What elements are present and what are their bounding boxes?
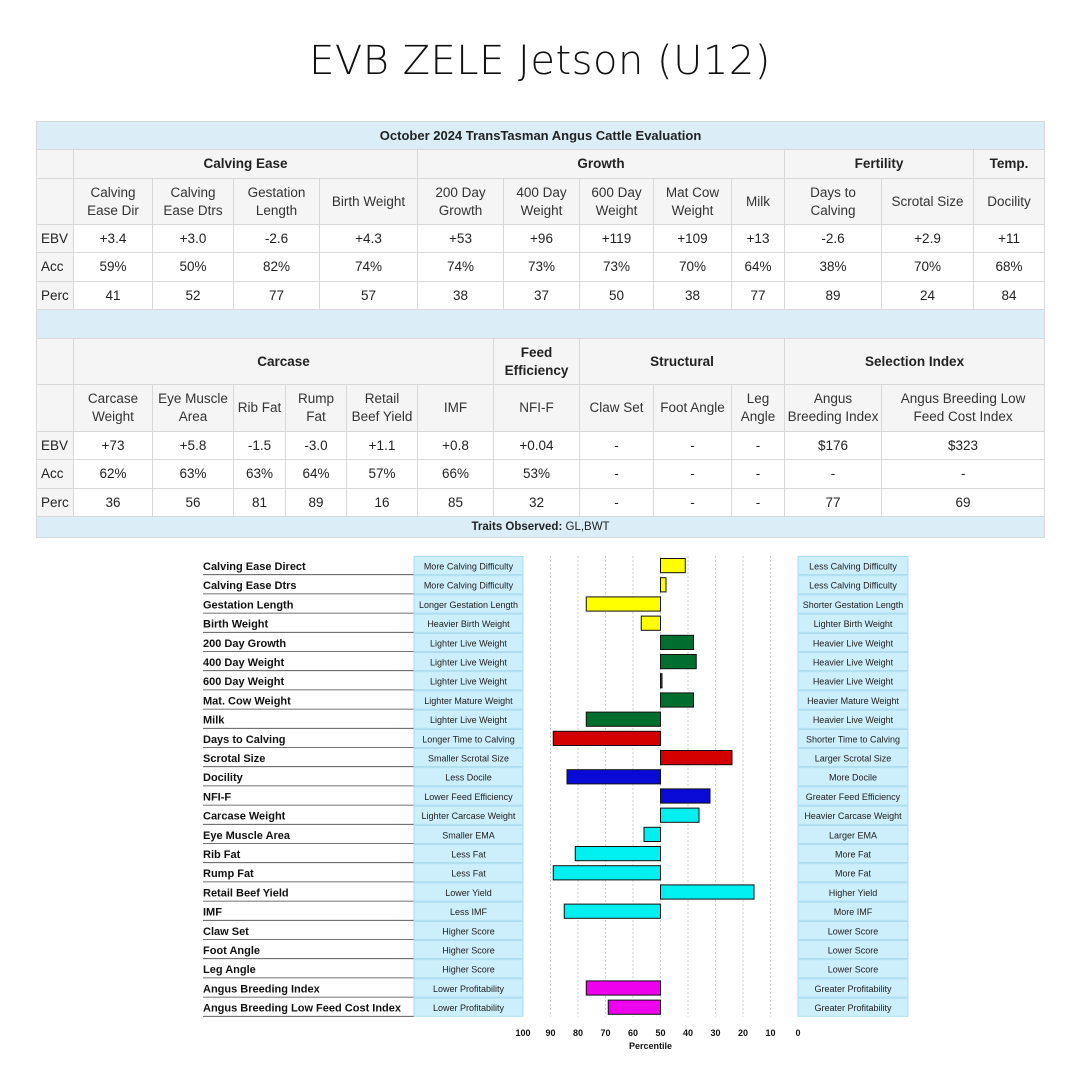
trait-label: Claw Set (203, 925, 249, 938)
perc-value-angus-breeding-index: 77 (785, 489, 882, 517)
acc-value-imf: 66% (418, 460, 494, 489)
bar-calving-ease-direct (661, 559, 686, 573)
acc-value-eye-muscle-area: 63% (153, 460, 234, 489)
right-descriptor: More IMF (833, 907, 873, 918)
column-header-400-day-weight: 400 Day Weight (504, 179, 580, 225)
x-tick-label: 50 (655, 1027, 666, 1038)
perc-value-600-day-weight: 50 (580, 282, 654, 310)
row-label-perc: Perc (37, 282, 74, 310)
ebv-value-gestation-length: -2.6 (234, 225, 320, 253)
trait-label: NFI-F (203, 791, 232, 804)
trait-label: Days to Calving (203, 733, 286, 746)
right-descriptor: Higher Yield (828, 887, 878, 898)
left-descriptor: Longer Gestation Length (418, 599, 519, 610)
right-descriptor: Larger Scrotal Size (814, 753, 892, 764)
perc-value-milk: 77 (732, 282, 785, 310)
bar-gestation-length (586, 597, 660, 611)
acc-value-rib-fat: 63% (234, 460, 286, 489)
trait-label: Rump Fat (203, 868, 254, 881)
column-header-scrotal-size: Scrotal Size (882, 179, 974, 225)
ebv-value-foot-angle: - (654, 432, 732, 460)
right-descriptor: Heavier Mature Weight (807, 695, 899, 706)
left-descriptor: More Calving Difficulty (423, 561, 514, 572)
row-label-acc: Acc (37, 253, 74, 282)
ebv-value-birth-weight: +4.3 (320, 225, 418, 253)
column-header-leg-angle: Leg Angle (732, 385, 785, 432)
acc-value-retail-beef-yield: 57% (347, 460, 418, 489)
left-descriptor: Smaller EMA (442, 830, 495, 841)
perc-value-birth-weight: 57 (320, 282, 418, 310)
acc-value-milk: 64% (732, 253, 785, 282)
bar-days-to-calving (553, 731, 660, 745)
right-descriptor: Lower Score (827, 964, 879, 975)
bar-docility (567, 770, 661, 784)
acc-value-rump-fat: 64% (286, 460, 347, 489)
ebv-value-claw-set: - (580, 432, 654, 460)
perc-value-retail-beef-yield: 16 (347, 489, 418, 517)
column-header-imf: IMF (418, 385, 494, 432)
right-descriptor: Greater Profitability (814, 983, 892, 994)
ebv-value-rib-fat: -1.5 (234, 432, 286, 460)
perc-value-mat-cow-weight: 38 (654, 282, 732, 310)
row-label-ebv: EBV (37, 432, 74, 460)
column-header-docility: Docility (974, 179, 1045, 225)
ebv-value-carcase-weight: +73 (74, 432, 153, 460)
bar-nfi-f (661, 789, 711, 803)
right-descriptor: Heavier Live Weight (812, 638, 894, 649)
trait-label: IMF (203, 906, 222, 919)
column-header-carcase-weight: Carcase Weight (74, 385, 153, 432)
bar-600-day-weight (661, 674, 663, 688)
traits-observed (37, 517, 1045, 538)
left-descriptor: Less IMF (449, 907, 488, 918)
trait-label: Mat. Cow Weight (203, 695, 291, 708)
perc-value-angus-breeding-low-feed-cost-index: 69 (882, 489, 1045, 517)
right-descriptor: More Fat (834, 868, 872, 879)
bar-mat-cow-weight (661, 693, 694, 707)
left-descriptor: Higher Score (442, 945, 495, 956)
bar-milk (586, 712, 660, 726)
acc-value-claw-set: - (580, 460, 654, 489)
acc-value-calving-ease-dtrs: 50% (153, 253, 234, 282)
x-tick-label: 40 (682, 1027, 694, 1038)
perc-value-leg-angle: - (732, 489, 785, 517)
column-header-nfi-f: NFI-F (494, 385, 580, 432)
bar-200-day-growth (661, 635, 694, 649)
right-descriptor: Heavier Live Weight (812, 657, 894, 668)
acc-value-docility: 68% (974, 253, 1045, 282)
column-header-milk: Milk (732, 179, 785, 225)
ebv-value-angus-breeding-index: $176 (785, 432, 882, 460)
trait-label: Calving Ease Direct (203, 561, 306, 573)
left-descriptor: Lower Yield (445, 887, 492, 898)
right-descriptor: Less Calving Difficulty (809, 561, 897, 572)
column-header-calving-ease-dir: Calving Ease Dir (74, 179, 153, 225)
trait-label: Birth Weight (203, 618, 269, 631)
acc-value-200-day-growth: 74% (418, 253, 504, 282)
left-descriptor: Heavier Birth Weight (427, 619, 510, 630)
group-header-growth: Growth (418, 150, 785, 179)
trait-label: Foot Angle (203, 945, 261, 957)
column-header-retail-beef-yield: Retail Beef Yield (347, 385, 418, 432)
ebv-value-leg-angle: - (732, 432, 785, 460)
perc-value-days-to-calving: 89 (785, 282, 882, 310)
acc-value-angus-breeding-low-feed-cost-index: - (882, 460, 1045, 489)
column-header-gestation-length: Gestation Length (234, 179, 320, 225)
trait-label: 600 Day Weight (203, 676, 285, 689)
ebv-table-2 (36, 309, 1045, 538)
bar-birth-weight (641, 616, 660, 630)
x-tick-label: 20 (737, 1027, 749, 1038)
ebv-table-1 (36, 121, 1045, 310)
right-descriptor: More Fat (834, 849, 872, 860)
left-descriptor: Longer Time to Calving (422, 734, 515, 745)
perc-value-nfi-f: 32 (494, 489, 580, 517)
trait-label: Calving Ease Dtrs (203, 580, 297, 593)
perc-value-calving-ease-dir: 41 (74, 282, 153, 310)
bar-rump-fat (553, 866, 660, 880)
ebv-value-angus-breeding-low-feed-cost-index: $323 (882, 432, 1045, 460)
right-descriptor: Shorter Time to Calving (805, 734, 901, 745)
left-descriptor: Lighter Carcase Weight (421, 811, 516, 822)
acc-value-leg-angle: - (732, 460, 785, 489)
left-descriptor: Lighter Live Weight (430, 657, 507, 668)
bar-angus-breeding-index (586, 981, 660, 995)
trait-label: Leg Angle (203, 964, 256, 977)
ebv-value-days-to-calving: -2.6 (785, 225, 882, 253)
acc-value-600-day-weight: 73% (580, 253, 654, 282)
trait-label: Carcase Weight (203, 810, 286, 823)
bar-eye-muscle-area (644, 827, 661, 841)
row-label-acc: Acc (37, 460, 74, 489)
trait-label: 400 Day Weight (203, 657, 285, 669)
acc-value-angus-breeding-index: - (785, 460, 882, 489)
ebv-value-docility: +11 (974, 225, 1045, 253)
right-descriptor: More Docile (828, 772, 878, 783)
right-descriptor: Heavier Carcase Weight (804, 811, 902, 822)
ebv-value-rump-fat: -3.0 (286, 432, 347, 460)
x-axis-label: Percentile (628, 1040, 673, 1051)
right-descriptor: Less Calving Difficulty (809, 580, 897, 591)
trait-label: Scrotal Size (203, 753, 266, 765)
group-header-calving-ease: Calving Ease (74, 150, 418, 179)
perc-value-claw-set: - (580, 489, 654, 517)
left-descriptor: Smaller Scrotal Size (427, 753, 510, 764)
right-descriptor: Heavier Live Weight (812, 676, 894, 687)
x-tick-label: 0 (795, 1027, 801, 1038)
bar-scrotal-size (661, 751, 733, 765)
ebv-value-nfi-f: +0.04 (494, 432, 580, 460)
column-header-birth-weight: Birth Weight (320, 179, 418, 225)
x-tick-label: 70 (600, 1027, 611, 1038)
ebv-value-calving-ease-dir: +3.4 (74, 225, 153, 253)
column-header-rib-fat: Rib Fat (234, 385, 286, 432)
acc-value-foot-angle: - (654, 460, 732, 489)
bar-carcase-weight (661, 808, 700, 822)
group-header-selection-index: Selection Index (785, 339, 1045, 385)
left-descriptor: Lower Profitability (432, 983, 505, 994)
column-header-600-day-weight: 600 Day Weight (580, 179, 654, 225)
perc-value-imf: 85 (418, 489, 494, 517)
right-descriptor: Shorter Gestation Length (802, 599, 904, 610)
trait-label: Milk (203, 714, 225, 727)
acc-value-400-day-weight: 73% (504, 253, 580, 282)
column-header-eye-muscle-area: Eye Muscle Area (153, 385, 234, 432)
trait-label: Gestation Length (203, 599, 294, 612)
perc-value-gestation-length: 77 (234, 282, 320, 310)
x-tick-label: 90 (545, 1027, 556, 1038)
group-header-fertility: Fertility (785, 150, 974, 179)
corner-cell (37, 150, 74, 179)
right-descriptor: Greater Feed Efficiency (805, 791, 901, 802)
column-header-claw-set: Claw Set (580, 385, 654, 432)
trait-label: Angus Breeding Low Feed Cost Index (203, 1002, 402, 1015)
perc-value-eye-muscle-area: 56 (153, 489, 234, 517)
ebv-value-imf: +0.8 (418, 432, 494, 460)
column-header-calving-ease-dtrs: Calving Ease Dtrs (153, 179, 234, 225)
group-header-carcase: Carcase (74, 339, 494, 385)
bar-400-day-weight (661, 655, 697, 669)
left-descriptor: Lower Profitability (432, 1003, 505, 1014)
left-descriptor: Higher Score (442, 926, 495, 937)
acc-value-mat-cow-weight: 70% (654, 253, 732, 282)
traits-observed-label: Traits Observed: (471, 521, 563, 533)
bar-retail-beef-yield (661, 885, 755, 899)
perc-value-carcase-weight: 36 (74, 489, 153, 517)
right-descriptor: Lower Score (827, 926, 879, 937)
column-header-200-day-growth: 200 Day Growth (418, 179, 504, 225)
row-label-ebv: EBV (37, 225, 74, 253)
left-descriptor: Less Docile (445, 772, 492, 783)
acc-value-carcase-weight: 62% (74, 460, 153, 489)
acc-value-nfi-f: 53% (494, 460, 580, 489)
evaluation-title: October 2024 TransTasman Angus Cattle Evaluation (37, 122, 1045, 150)
traits-observed-value: GL,BWT (565, 521, 610, 533)
column-header-foot-angle: Foot Angle (654, 385, 732, 432)
perc-value-scrotal-size: 24 (882, 282, 974, 310)
ebv-value-retail-beef-yield: +1.1 (347, 432, 418, 460)
trait-label: Eye Muscle Area (203, 829, 291, 842)
left-descriptor: Less Fat (451, 849, 486, 860)
group-header-structural: Structural (580, 339, 785, 385)
column-header-days-to-calving: Days to Calving (785, 179, 882, 225)
acc-value-scrotal-size: 70% (882, 253, 974, 282)
left-descriptor: Lighter Live Weight (430, 638, 507, 649)
right-descriptor: Lighter Birth Weight (813, 619, 893, 630)
row-label-perc: Perc (37, 489, 74, 517)
acc-value-days-to-calving: 38% (785, 253, 882, 282)
corner-cell (37, 385, 74, 432)
ebv-value-calving-ease-dtrs: +3.0 (153, 225, 234, 253)
spacer-band (37, 310, 1045, 339)
left-descriptor: Lighter Live Weight (430, 676, 507, 687)
corner-cell (37, 179, 74, 225)
bar-angus-breeding-low-feed-cost-index (608, 1000, 660, 1014)
left-descriptor: More Calving Difficulty (423, 580, 514, 591)
acc-value-gestation-length: 82% (234, 253, 320, 282)
trait-label: Rib Fat (203, 849, 241, 861)
ebv-value-600-day-weight: +119 (580, 225, 654, 253)
ebv-value-400-day-weight: +96 (504, 225, 580, 253)
perc-value-rump-fat: 89 (286, 489, 347, 517)
trait-label: Retail Beef Yield (203, 887, 289, 900)
left-descriptor: Lower Feed Efficiency (424, 791, 513, 802)
bar-imf (564, 904, 660, 918)
bar-calving-ease-dtrs (661, 578, 667, 592)
x-tick-label: 60 (627, 1027, 639, 1038)
acc-value-calving-ease-dir: 59% (74, 253, 153, 282)
bar-rib-fat (575, 847, 660, 861)
page-title: EVB ZELE Jetson (U12) (309, 38, 771, 84)
acc-value-birth-weight: 74% (320, 253, 418, 282)
x-tick-label: 30 (710, 1027, 721, 1038)
column-header-mat-cow-weight: Mat Cow Weight (654, 179, 732, 225)
corner-cell (37, 339, 74, 385)
x-tick-label: 100 (515, 1027, 531, 1038)
perc-value-rib-fat: 81 (234, 489, 286, 517)
trait-label: Docility (203, 772, 243, 785)
perc-value-docility: 84 (974, 282, 1045, 310)
right-descriptor: Larger EMA (828, 830, 878, 841)
perc-value-200-day-growth: 38 (418, 282, 504, 310)
left-descriptor: Lighter Live Weight (430, 715, 507, 726)
group-header-feed-efficiency: Feed Efficiency (494, 339, 580, 385)
ebv-value-200-day-growth: +53 (418, 225, 504, 253)
right-descriptor: Greater Profitability (814, 1003, 892, 1014)
right-descriptor: Lower Score (827, 945, 879, 956)
ebv-value-milk: +13 (732, 225, 785, 253)
ebv-value-eye-muscle-area: +5.8 (153, 432, 234, 460)
x-tick-label: 10 (765, 1027, 776, 1038)
left-descriptor: Lighter Mature Weight (424, 695, 513, 706)
group-header-temp: Temp. (974, 150, 1045, 179)
column-header-angus-breeding-low-feed-cost-index: Angus Breeding Low Feed Cost Index (882, 385, 1045, 432)
ebv-value-scrotal-size: +2.9 (882, 225, 974, 253)
perc-value-calving-ease-dtrs: 52 (153, 282, 234, 310)
trait-label: 200 Day Growth (203, 637, 287, 650)
column-header-rump-fat: Rump Fat (286, 385, 347, 432)
perc-value-foot-angle: - (654, 489, 732, 517)
column-header-angus-breeding-index: Angus Breeding Index (785, 385, 882, 432)
x-tick-label: 80 (572, 1027, 584, 1038)
percentile-chart (196, 552, 912, 1057)
trait-label: Angus Breeding Index (203, 983, 320, 996)
ebv-value-mat-cow-weight: +109 (654, 225, 732, 253)
right-descriptor: Heavier Live Weight (812, 715, 894, 726)
left-descriptor: Less Fat (451, 868, 486, 879)
perc-value-400-day-weight: 37 (504, 282, 580, 310)
left-descriptor: Higher Score (442, 964, 495, 975)
